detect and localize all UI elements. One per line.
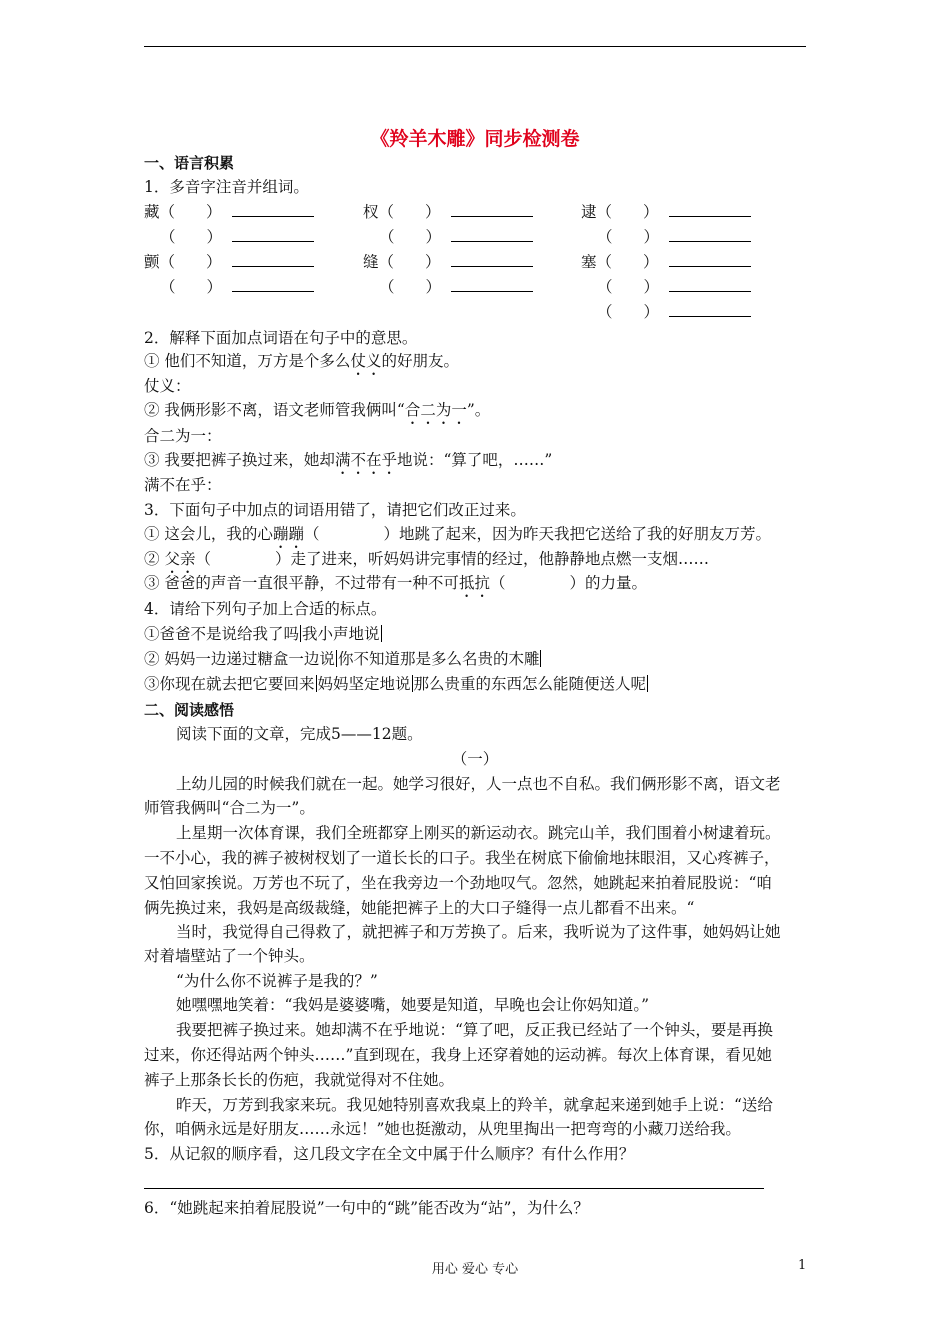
answer-blank — [669, 276, 751, 292]
dotted-word: 合二为一 — [404, 401, 467, 419]
answer-blank — [232, 226, 314, 242]
document-title: 《羚羊木雕》同步检测卷 — [370, 128, 580, 150]
q4-sentence-2 — [144, 648, 542, 670]
char: 藏 — [144, 203, 160, 221]
pinyin-paren: （ ） — [160, 228, 223, 246]
pinyin-paren: （ ） — [597, 278, 660, 296]
page-number: 1 — [798, 1258, 807, 1273]
q2-sentence-2 — [144, 399, 490, 428]
text: ③ 我要把裤子换过来，她却 — [144, 451, 335, 469]
dotted-word: 抵抗 — [458, 574, 490, 592]
q1-item-feng — [363, 251, 533, 273]
dotted-word: 满不在乎 — [334, 451, 397, 469]
question-2: 2．解释下面加点词语在句子中的意思。 — [144, 329, 418, 347]
text: ② 我俩形影不离，语文老师管我俩叫“ — [144, 401, 405, 419]
q1-item-cang-2 — [160, 226, 314, 248]
q1-item-sai-3 — [597, 301, 751, 323]
answer-blank — [451, 201, 533, 217]
text: ② — [144, 550, 165, 568]
text: （ — [489, 574, 506, 592]
punct-slot — [316, 675, 317, 692]
q1-item-dai — [581, 201, 751, 223]
passage-line: “为什么你不说裤子是我的？” — [176, 972, 378, 990]
answer-line — [144, 1188, 764, 1189]
answer-blank — [669, 226, 751, 242]
dotted-word: 父亲 — [164, 550, 196, 568]
q4-sentence-3 — [144, 673, 649, 695]
q1-item-cang — [144, 201, 314, 223]
passage-line: 我要把裤子换过来。她却满不在乎地说：“算了吧，反正我已经站了一个钟头，要是再换 — [176, 1021, 773, 1039]
section-heading-1: 一、语言积累 — [144, 154, 235, 172]
text: ”。 — [466, 401, 491, 419]
punct-slot — [412, 675, 413, 692]
pinyin-paren: （ ） — [160, 278, 223, 296]
passage-line: 过来，你还得站两个钟头……”直到现在，我身上还穿着她的运动裤。每次上体育课，看见她 — [144, 1046, 772, 1064]
question-1: 1．多音字注音并组词。 — [144, 178, 309, 196]
pinyin-paren: （ ） — [378, 203, 441, 221]
passage-line: 上星期一次体育课，我们全班都穿上刚买的新运动衣。跳完山羊，我们围着小树逮着玩。 — [176, 824, 781, 842]
header-rule — [144, 46, 806, 47]
char: 逮 — [581, 203, 597, 221]
punct-slot — [300, 625, 301, 642]
punct-slot — [381, 625, 382, 642]
answer-blank — [451, 226, 533, 242]
text: ③ 爸爸的声音一直很平静，不过带有一种不可 — [144, 574, 459, 592]
char: 缝 — [363, 253, 379, 271]
question-6: 6．“她跳起来拍着屁股说”一句中的“跳”能否改为“站”，为什么？ — [144, 1199, 589, 1217]
text: （ — [195, 550, 211, 568]
section-heading-2: 二、阅读感悟 — [144, 701, 235, 719]
footer-motto: 用心 爱心 专心 — [431, 1262, 519, 1277]
pinyin-paren: （ ） — [378, 253, 441, 271]
text: ）走了进来，听妈妈讲完事情的经过，他静静地点燃一支烟…… — [274, 550, 709, 568]
q1-item-chan-2 — [160, 276, 314, 298]
q1-item-dai-2 — [597, 226, 751, 248]
answer-blank — [232, 251, 314, 267]
answer-blank — [451, 276, 533, 292]
q1-item-cha-2 — [379, 226, 533, 248]
text: ① 这会儿，我的心 — [144, 525, 273, 543]
text: 那么贵重的东西怎么能随便送人呢 — [413, 675, 647, 693]
text: ）的力量。 — [569, 574, 647, 592]
answer-blank — [669, 201, 751, 217]
q1-item-sai-2 — [597, 276, 751, 298]
passage-line: 她嘿嘿地笑着：“我妈是婆婆嘴，她要是知道，早晚也会让你妈知道。” — [176, 996, 650, 1014]
q2-answer-1: 仗义： — [144, 377, 191, 395]
pinyin-paren: （ ） — [159, 203, 222, 221]
question-5: 5．从记叙的顺序看，这几段文字在全文中属于什么顺序？有什么作用？ — [144, 1145, 635, 1163]
pinyin-paren: （ ） — [597, 303, 660, 321]
dotted-word: 仗义 — [350, 352, 382, 370]
answer-blank — [232, 201, 314, 217]
q1-item-chan — [144, 251, 314, 273]
char: 杈 — [363, 203, 379, 221]
text: ③你现在就去把它要回来 — [144, 675, 315, 693]
passage-line: 裤子上那条长长的伤疤，我就觉得对不住她。 — [144, 1071, 455, 1089]
text: ① 他们不知道，万方是个多么 — [144, 352, 351, 370]
passage-line: 当时，我觉得自己得救了，就把裤子和万芳换了。后来，我听说为了这件事，她妈妈让她 — [176, 923, 781, 941]
passage-line: 对着墙壁站了一个钟头。 — [144, 947, 315, 965]
q2-answer-2: 合二为一： — [144, 427, 222, 445]
text: 地说：“算了吧，……” — [396, 451, 553, 469]
passage-line: 师管我俩叫“合二为一”。 — [144, 799, 315, 817]
dotted-word: 蹦蹦 — [272, 525, 304, 543]
question-3: 3．下面句子中加点的词语用错了，请把它们改正过来。 — [144, 501, 526, 519]
passage-line: 俩先换过来，我妈是高级裁缝，她能把裤子上的大口子缝得一点儿都看不出来。“ — [144, 899, 695, 917]
pinyin-paren: （ ） — [159, 253, 222, 271]
text: （ — [303, 525, 320, 543]
text: 你不知道那是多么名贵的木雕 — [337, 650, 540, 668]
passage-line: 昨天，万芳到我家来玩。我见她特别喜欢我桌上的羚羊，就拿起来递到她手上说：“送给 — [176, 1096, 773, 1114]
answer-blank — [669, 251, 751, 267]
char: 塞 — [581, 253, 597, 271]
char: 颤 — [144, 253, 160, 271]
text: 妈妈坚定地说 — [317, 675, 411, 693]
pinyin-paren: （ ） — [597, 228, 660, 246]
punct-slot — [647, 675, 648, 692]
passage-line: 你，咱俩永远是好朋友……永远！”她也挺激动，从兜里掏出一把弯弯的小藏刀送给我。 — [144, 1120, 741, 1138]
passage-line: 上幼儿园的时候我们就在一起。她学习很好，人一点也不自私。我们俩形影不离，语文老 — [176, 775, 781, 793]
q4-sentence-1 — [144, 623, 383, 645]
pinyin-paren: （ ） — [596, 253, 659, 271]
reading-intro: 阅读下面的文章，完成5——12题。 — [176, 725, 423, 743]
punct-slot — [336, 650, 337, 667]
answer-blank — [451, 251, 533, 267]
text: ①爸爸不是说给我了吗 — [144, 625, 300, 643]
question-4: 4．请给下列句子加上合适的标点。 — [144, 600, 387, 618]
pinyin-paren: （ ） — [596, 203, 659, 221]
q2-sentence-1 — [144, 350, 459, 379]
answer-blank — [232, 276, 314, 292]
answer-blank — [669, 301, 751, 317]
punct-slot — [540, 650, 541, 667]
text: ）地跳了起来，因为昨天我把它送给了我的好朋友万芳。 — [383, 525, 771, 543]
q1-item-cha — [363, 201, 533, 223]
q1-item-feng-2 — [379, 276, 533, 298]
passage-line: 一不小心，我的裤子被树杈划了一道长长的口子。我坐在树底下偷偷地抹眼泪，又心疼裤子， — [144, 849, 780, 867]
q2-answer-3: 满不在乎： — [144, 476, 222, 494]
text: 我小声地说 — [302, 625, 380, 643]
q1-item-sai — [581, 251, 751, 273]
passage-part-label: （一） — [451, 750, 499, 768]
q3-sentence-3 — [144, 572, 647, 601]
passage-line: 又怕回家挨说。万芳也不玩了，坐在我旁边一个劲地叹气。忽然，她跳起来拍着屁股说：“咱 — [144, 874, 772, 892]
pinyin-paren: （ ） — [379, 278, 442, 296]
text: 的好朋友。 — [381, 352, 459, 370]
text: ② 妈妈一边递过糖盒一边说 — [144, 650, 335, 668]
pinyin-paren: （ ） — [379, 228, 442, 246]
